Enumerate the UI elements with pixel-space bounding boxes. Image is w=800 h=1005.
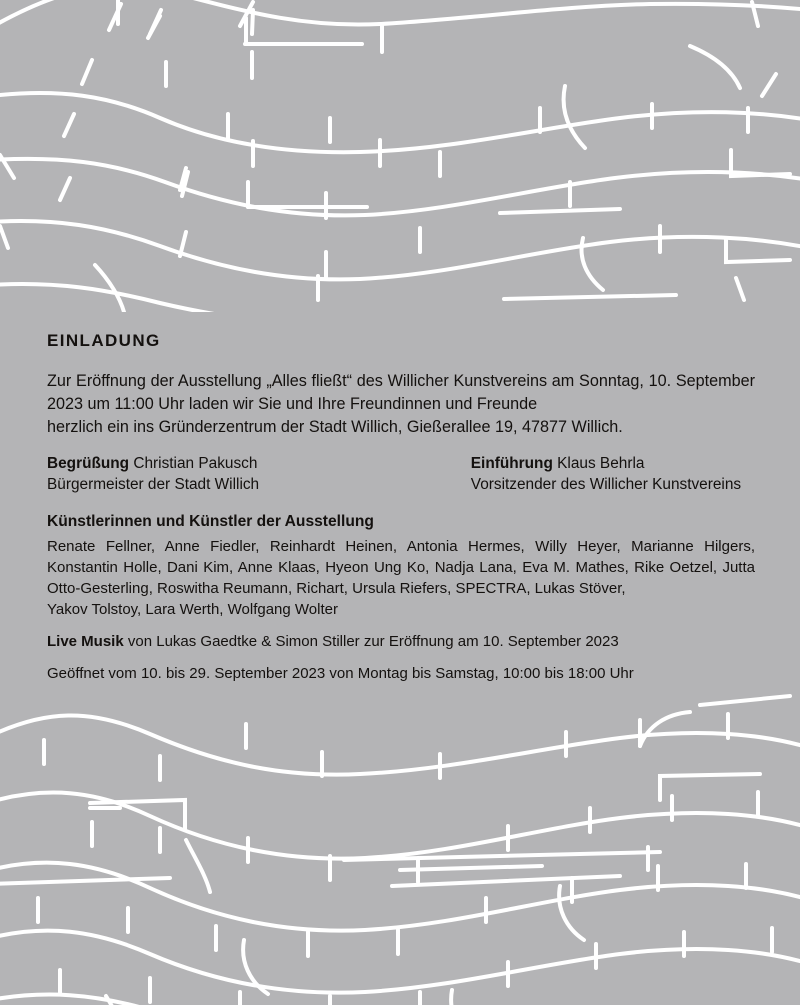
artists-list [47, 536, 755, 620]
credit-introduction-title: Vorsitzender des Willicher Kunstvereins [470, 476, 742, 493]
live-music-text: von Lukas Gaedtke & Simon Stiller zur Eröffnung am 10. September 2023 [123, 633, 619, 650]
opening-hours: Geöffnet vom 10. bis 29. September 2023 von Montag bis Samstag, 10:00 bis 18:00 Uhr [47, 665, 634, 682]
artists-heading: Künstlerinnen und Künstler der Ausstellung [47, 513, 374, 530]
credit-greeting-title: Bürgermeister der Stadt Willich [47, 476, 260, 493]
credit-introduction-person: Klaus Behrla [557, 455, 645, 472]
credit-introduction [471, 453, 753, 495]
live-music-label: Live Musik [47, 633, 124, 650]
live-music-line [47, 631, 753, 652]
credit-introduction-role: Einführung [470, 455, 553, 472]
credit-greeting-primary [47, 453, 471, 474]
artists-line-1: Renate Fellner, Anne Fiedler, Reinhardt Heinen, Antonia Hermes, Willy Heyer, Marianne Hilgers, [47, 538, 755, 555]
artists-line-2: Konstantin Holle, Dani Kim, Anne Klaas, Hyeon Ung Ko, Nadja Lana, Eva M. Mathes, Rike Oetzel, [47, 559, 718, 576]
artists-line-3: Jutta Otto-Gesterling, Roswitha Reumann, Richart, Ursula Riefers, SPECTRA, Lukas Stöver, [47, 559, 755, 597]
page-title: EINLADUNG [47, 331, 161, 350]
credits-row [47, 453, 753, 495]
credit-greeting-role: Begrüßung [47, 455, 130, 472]
intro-line-3: herzlich ein ins Gründerzentrum der Stadt Willich, Gießerallee 19, 47877 Willich. [47, 418, 623, 436]
decorative-wave-pattern-bottom [0, 690, 800, 1005]
decorative-wave-pattern-top [0, 0, 800, 312]
intro-line-1: Zur Eröffnung der Ausstellung „Alles fließt“ des Willicher Kunstvereins am Sonntag, [47, 372, 644, 390]
artists-line-4: Yakov Tolstoy, Lara Werth, Wolfgang Wolter [47, 601, 338, 618]
credit-introduction-primary [471, 453, 753, 474]
credit-greeting [47, 453, 471, 495]
intro-line-2: 10. September 2023 um 11:00 Uhr laden wir Sie und Ihre Freundinnen und Freunde [47, 372, 756, 413]
intro-paragraph [47, 370, 755, 439]
credit-greeting-person: Christian Pakusch [133, 455, 258, 472]
invitation-content [0, 330, 800, 684]
